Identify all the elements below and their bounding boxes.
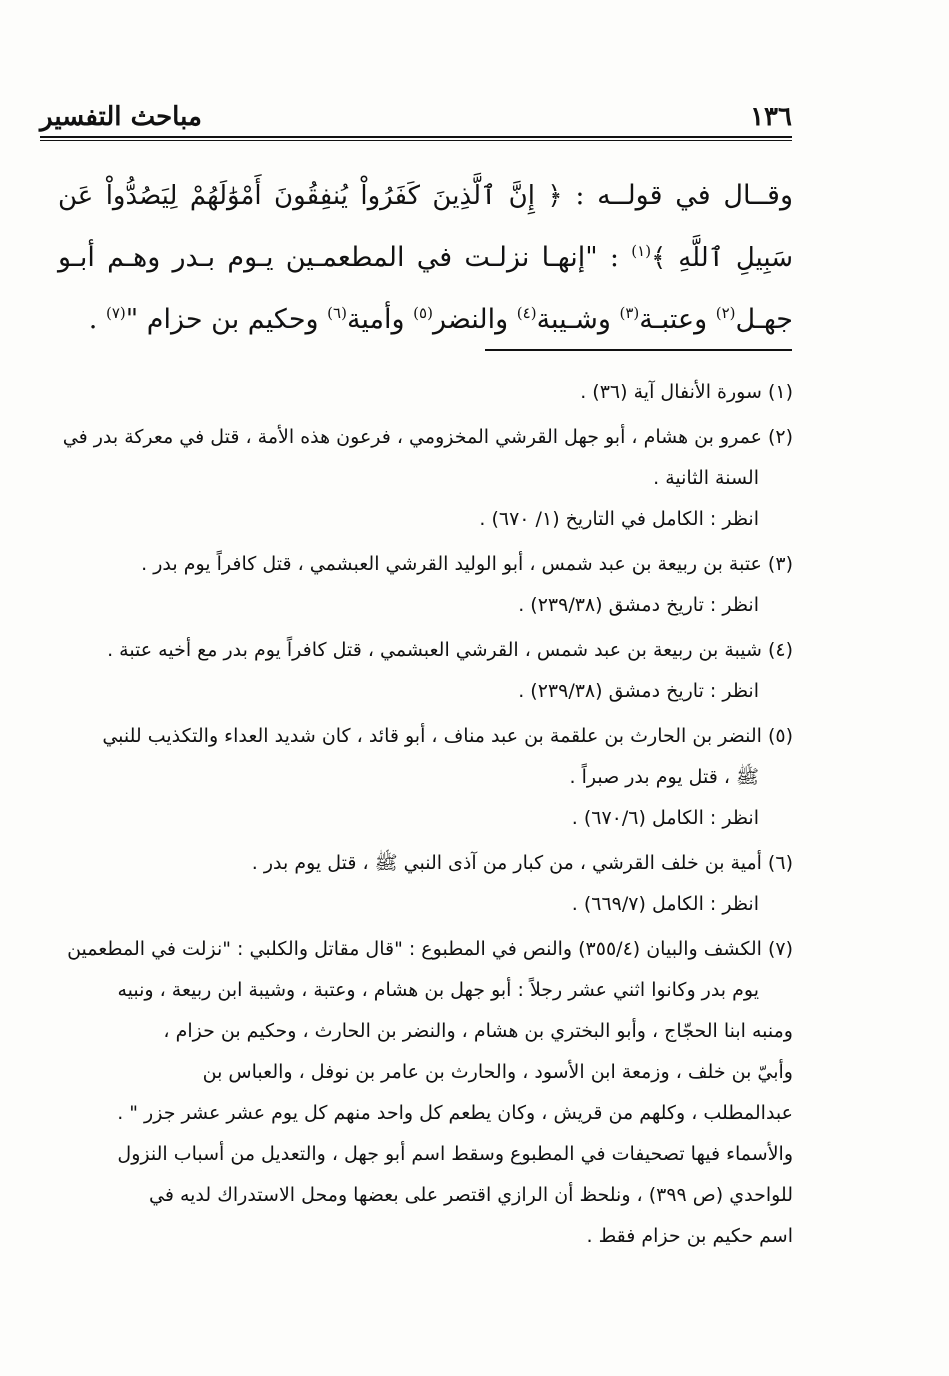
quote-text-6: وحكيم بن حزام " — [125, 304, 319, 335]
footnotes — [49, 372, 793, 1261]
footnote-4: (٤) شيبة بن ربيعة بن عبد شمس ، القرشي العبشمي ، قتل كافراً يوم بدر مع أخيه عتبة . انظر : تاريخ دمشق (٢٣٩/٣٨) . — [49, 630, 793, 712]
period: . — [88, 304, 98, 335]
running-header — [40, 98, 792, 132]
quran-verse: ﴿ إِنَّ ٱلَّذِينَ كَفَرُواْ يُنفِقُونَ أَمْوَٰلَهُمْ لِيَصُدُّواْ عَن سَبِيلِ ٱللَّهِ ﴾ — [58, 181, 793, 273]
colon: : — [609, 242, 632, 273]
page-number: ١٣٦ — [750, 102, 792, 132]
main-text — [58, 165, 793, 351]
quote-text-4: والنضر — [432, 304, 509, 335]
footnote-marker-7[interactable]: (٧) — [105, 304, 126, 322]
footnote-marker-5[interactable]: (٥) — [413, 304, 433, 322]
footnote-6: (٦) أمية بن خلف القرشي ، من كبار من آذى النبي ﷺ ، قتل يوم بدر . انظر : الكامل (٦٦٩/٧) . — [49, 843, 793, 925]
header-rule — [40, 136, 792, 141]
book-title: مباحث التفسير — [40, 102, 202, 132]
intro-text: وقــال في قولــه : — [575, 180, 793, 211]
main-paragraph — [58, 165, 793, 351]
footnote-5: (٥) النضر بن الحارث بن علقمة بن عبد مناف ، أبو قائد ، كان شديد العداء والتكذيب للنبي ﷺ ، قتل يوم بدر صبراً . انظر : الكامل (٦٧٠/٦) . — [49, 716, 793, 839]
quote-text-1: "إنهـا نزلـت في المطعمـين يـوم بـدر وهـم أبـو جهـل — [58, 242, 793, 335]
footnote-reference: انظر : تاريخ دمشق (٢٣٩/٣٨) . — [518, 594, 759, 616]
footnote-reference: انظر : تاريخ دمشق (٢٣٩/٣٨) . — [518, 680, 759, 702]
quote-text-2: وعتبـة — [639, 304, 708, 335]
quote-text-3: وشـيبة — [536, 304, 611, 335]
footnote-marker-2[interactable]: (٢) — [715, 304, 736, 322]
footnote-reference: انظر : الكامل (٦٦٩/٧) . — [571, 893, 759, 915]
footnote-7: (٧) الكشف والبيان (٣٥٥/٤) والنص في المطبوع : "قال مقاتل والكلبي : "نزلت في المطعمين يوم بدر وكانوا اثني عشر رجلاً : أبو جهل بن هشام ، وعتبة ، وشيبة ابن ربيعة ، ونبيه ومنبه ابنا الحجّاج ، وأبو البختري بن هشام ، والنضر بن الحارث ، وحكيم بن حزام ، وأبيّ بن خلف ، وزمعة ابن الأسود ، والحارث بن عامر بن نوفل ، والعباس بن عبدالمطلب ، وكلهم من قريش ، وكان يطعم كل واحد منهم كل يوم عشر عشر جزر " . والأسماء فيها تصحيفات في المطبوع وسقط اسم أبو جهل ، والتعديل من أسباب النزول للواحدي (ص ٣٩٩) ، ونلحظ أن الرازي اقتصر على بعضها ومحل الاستدراك لديه في اسم حكيم بن حزام فقط . — [67, 938, 793, 1247]
footnote-separator — [485, 349, 792, 351]
footnote-reference: انظر : الكامل (٦٧٠/٦) . — [571, 807, 759, 829]
footnote-3: (٣) عتبة بن ربيعة بن عبد شمس ، أبو الوليد القرشي العبشمي ، قتل كافراً يوم بدر . انظر : تاريخ دمشق (٢٣٩/٣٨) . — [49, 544, 793, 626]
footnote-reference: انظر : الكامل في التاريخ (١/ ٦٧٠) . — [479, 508, 759, 530]
footnote-2: (٢) عمرو بن هشام ، أبو جهل القرشي المخزومي ، فرعون هذه الأمة ، قتل في معركة بدر في السنة الثانية . انظر : الكامل في التاريخ (١/ ٦٧٠) . — [49, 417, 793, 540]
footnote-marker-6[interactable]: (٦) — [327, 304, 347, 322]
footnote-marker-3[interactable]: (٣) — [619, 304, 640, 322]
footnote-marker-4[interactable]: (٤) — [516, 304, 537, 322]
footnote-marker-1[interactable]: (١) — [631, 242, 652, 260]
quote-text-5: وأمية — [346, 304, 405, 335]
footnote-1: (١) سورة الأنفال آية (٣٦) . — [580, 381, 793, 403]
